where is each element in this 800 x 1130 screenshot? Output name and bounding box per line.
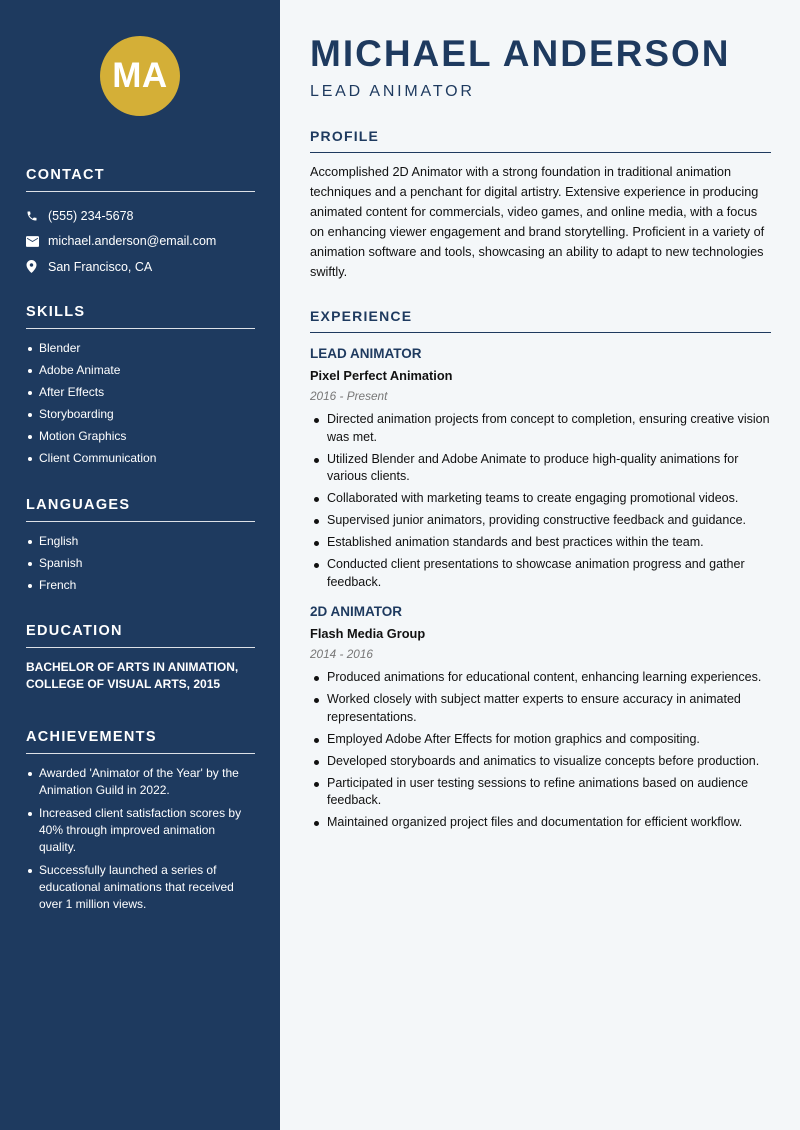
phone-icon — [26, 210, 48, 222]
profile-section — [310, 128, 771, 282]
candidate-role: LEAD ANIMATOR — [310, 83, 475, 100]
education-entry: BACHELOR OF ARTS IN ANIMATION, COLLEGE OF VISUAL ARTS, 2015 — [26, 660, 239, 691]
job-company: Pixel Perfect Animation — [310, 368, 453, 383]
contact-section — [26, 167, 255, 280]
skill-item: After Effects — [26, 384, 255, 401]
duty-item: Conducted client presentations to showcase animation progress and gather feedback. — [310, 556, 771, 591]
duty-item: Maintained organized project files and documentation for efficient workflow. — [310, 814, 771, 832]
experience-heading: EXPERIENCE — [310, 308, 771, 333]
contact-phone — [26, 203, 255, 229]
duty-item: Developed storyboards and animatics to visualize concepts before production. — [310, 753, 771, 771]
skills-section — [26, 304, 255, 472]
contact-location — [26, 254, 255, 280]
duty-item: Supervised junior animators, providing constructive feedback and guidance. — [310, 512, 771, 530]
job-dates: 2016 - Present — [310, 389, 388, 403]
job-duties — [310, 411, 771, 591]
job-entry — [310, 604, 771, 832]
candidate-name: MICHAEL ANDERSON — [310, 33, 731, 74]
phone-text: (555) 234-5678 — [48, 208, 134, 223]
duty-item: Utilized Blender and Adobe Animate to produce high-quality animations for various clients. — [310, 451, 771, 486]
experience-section — [310, 308, 771, 836]
email-icon — [26, 236, 48, 247]
sidebar — [0, 0, 280, 1130]
avatar: MA — [100, 36, 180, 116]
duty-item: Directed animation projects from concept to completion, ensuring creative vision was met. — [310, 411, 771, 446]
skill-item: Motion Graphics — [26, 428, 255, 445]
achievements-heading: ACHIEVEMENTS — [26, 729, 255, 754]
skill-item: Adobe Animate — [26, 362, 255, 379]
job-title: 2D ANIMATOR — [310, 604, 403, 619]
contact-heading: CONTACT — [26, 167, 255, 192]
achievement-item: Awarded 'Animator of the Year' by the Animation Guild in 2022. — [26, 765, 255, 799]
duty-item: Produced animations for educational content, enhancing learning experiences. — [310, 669, 771, 687]
duty-item: Collaborated with marketing teams to create engaging promotional videos. — [310, 490, 771, 508]
duty-item: Worked closely with subject matter experts to ensure accuracy in animated representations. — [310, 691, 771, 726]
location-pin-icon — [26, 260, 48, 273]
achievements-list — [26, 765, 255, 913]
language-item: English — [26, 533, 255, 550]
profile-text: Accomplished 2D Animator with a strong foundation in traditional animation techniques and a penchant for digital artistry. Extensive experience in producing animated content for commercials, video games, and online media, with a focus on enhancing viewer engagement and brand storytelling. Proficient in a variety of animation software and tools, showcasing an ability to adapt to new technologies swiftly. — [310, 165, 765, 279]
job-duties — [310, 669, 771, 832]
email-text: michael.anderson@email.com — [48, 234, 217, 249]
education-heading: EDUCATION — [26, 623, 255, 648]
achievements-section — [26, 729, 255, 919]
language-item: Spanish — [26, 555, 255, 572]
education-section — [26, 623, 255, 693]
contact-email — [26, 229, 255, 255]
job-title: LEAD ANIMATOR — [310, 346, 422, 361]
skill-item: Blender — [26, 340, 255, 357]
location-text: San Francisco, CA — [48, 259, 153, 274]
achievement-item: Successfully launched a series of educational animations that received over 1 million views. — [26, 862, 255, 913]
duty-item: Employed Adobe After Effects for motion graphics and compositing. — [310, 731, 771, 749]
skill-item: Client Communication — [26, 450, 255, 467]
skills-list — [26, 340, 255, 467]
duty-item: Participated in user testing sessions to refine animations based on audience feedback. — [310, 775, 771, 810]
skill-item: Storyboarding — [26, 406, 255, 423]
language-item: French — [26, 577, 255, 594]
languages-list — [26, 533, 255, 594]
job-dates: 2014 - 2016 — [310, 647, 373, 661]
job-entry — [310, 346, 771, 591]
achievement-item: Increased client satisfaction scores by 40% through improved animation quality. — [26, 805, 255, 856]
languages-section — [26, 497, 255, 599]
job-company: Flash Media Group — [310, 626, 426, 641]
skills-heading: SKILLS — [26, 304, 255, 329]
duty-item: Established animation standards and best practices within the team. — [310, 534, 771, 552]
languages-heading: LANGUAGES — [26, 497, 255, 522]
profile-heading: PROFILE — [310, 128, 771, 153]
